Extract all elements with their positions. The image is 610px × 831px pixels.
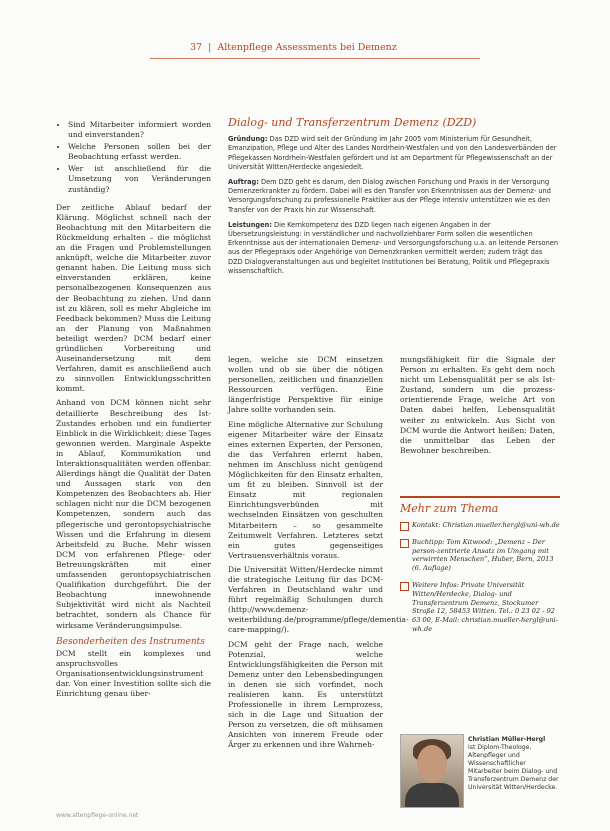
label: Gründung: bbox=[228, 135, 268, 144]
column-1 bbox=[56, 120, 211, 703]
photo-shirt bbox=[405, 783, 459, 807]
list-item bbox=[400, 538, 560, 573]
paragraph: DCM stellt ein komplexes und anspruchsvolles Organisationsentwicklungsinstrument dar. Von einer Investition sollte sich die Einrichtung genau über- bbox=[56, 648, 211, 699]
box-title: Dialog- und Transferzentrum Demenz (DZD) bbox=[228, 116, 477, 129]
paragraph: Die Universität Witten/Herdecke nimmt die strategische Leitung für das DCM-Verfahren in Deutschland wahr und führt regelmäßig Schulungen durch (http://www.demenz-weiterbildung.de/programme/pflege/dementia-care-mapping/). bbox=[228, 564, 409, 635]
column-3 bbox=[400, 355, 555, 460]
label: Leistungen: bbox=[228, 220, 272, 229]
author-photo bbox=[400, 734, 464, 808]
paragraph: Eine mögliche Alternative zur Schulung eigener Mitarbeiter wäre der Einsatz eines externen Experten, der Personen, die das Verfahren erlernt haben, nehmen im Anschluss nicht genügend Möglichkeiten für den Einsatz erhalten, um fit zu bleiben. Sinnvoll ist der Einsatz mit regionalen Einrichtungsverbünden mit wechselnden Einsätzen von geschulten Mitarbeitern – so gesammelte Zeitumwelt Verfahren. Letzteres setzt ein gutes gegenseitiges Vertrauensverhältnis voraus. bbox=[228, 419, 383, 560]
info-icon bbox=[400, 582, 409, 591]
list-item: • Sind Mitarbeiter informiert worden und einverstanden? bbox=[68, 120, 211, 140]
paragraph: mungsfähigkeit für die Signale der Person zu erhalten. Es geht dem noch nicht um Lebensqualität per se als Ist-Zustand, sondern um die prozess-orientierende Frage, welche Art von Daten dabei helfen, Lebensqualität weiter zu entwickeln. Aus Sicht von DCM wurde die Antwort heißen: Daten, die unmittelbar das Leben der Bewohner beschreiben. bbox=[400, 355, 555, 455]
text: Die Kernkompetenz des DZD liegen nach eigenen Angaben in der Übersetzungsleistung: in verständlicher und nachvollziehbarer Form sollen die wesentlichen Erkenntnisse aus der internationalen Demenz- und Versorgungsforschung u.a. an leitende Personen aus der Pflegepraxis oder Angehörige von Demenzkranken vermittelt werden; zudem trägt das DZD Dialogveranstaltungen aus und begleitet Institutionen bei Beratung, Politik und Pflegepraxis wissenschaftlich. bbox=[228, 220, 559, 275]
info-box bbox=[228, 118, 558, 282]
list-item: • Wer ist anschließend für die Umsetzung von Veränderungen zuständig? bbox=[68, 164, 211, 194]
paragraph: DCM geht der Frage nach, welche Potenzial, welche Entwicklungsfähigkeiten die Person mit Demenz unter den Lebensbedingungen in denen sie sich vorfindet, noch realisieren kann. Es unterstützt Professionelle in ihrem Lernprozess, sich in die Lage und Situation der Person zu versetzen, die oft mühsamen Ansichten von innerem Freude oder Ärger zu erkennen und ihre Wahrneh- bbox=[228, 639, 383, 750]
list-item: • Welche Personen sollen bei der Beobachtung erfasst werden. bbox=[68, 142, 211, 162]
paragraph: Anhand von DCM können nicht sehr detaillierte Beschreibung des Ist-Zustandes erhoben und ein fundierter Einblick in die Wirklichkeit; diese Tages gewonnen werden. Marginale Aspekte in Ablauf, Kommunikation und Interaktionsqualitäten werden offenbar. Allerdings hängt die Qualität der Daten und Aussagen stark von den Kompetenzen des Beobachters ab. Hier schlagen nicht nur die DCM bezogenen Kompetenzen, sondern auch das pflegerische und gerontopsychiatrische Wissen und die Erfahrung in diesem Arbeitsfeld zu Buche. Mehr wissen DCM von erfahrenen Pflege- oder Betreuungskräften mit einer umfassenden gerontopsychiatrischen Qualifikation durchgeführt. Die der Beobachtung innewohnende Subjektivität wird nicht als Nachteil betrachtet, sondern als Chance für wirksame Veränderungsimpulse. bbox=[56, 398, 211, 630]
label: Auftrag: bbox=[228, 178, 259, 187]
more-title: Mehr zum Thema bbox=[400, 502, 499, 515]
text: Dem DZD geht es darum, den Dialog zwischen Forschung und Praxis in der Versorgung Demenzerkrankter zu fördern. Dabei will es den Transfer von Erkenntnissen aus der Demenz- und Versorgungsforschung zu professionelle Praktiker aus der Pflege intensiv unterstützen wie es den Transfer von der Praxis hin zur Wissenschaft. bbox=[228, 178, 551, 214]
page-number: 37 bbox=[190, 42, 203, 53]
more-on-topic bbox=[400, 496, 560, 642]
footer-url: www.altenpflege-online.net bbox=[56, 812, 139, 819]
box-paragraph bbox=[228, 221, 558, 276]
page-header: 37 | Altenpflege Assessments bei Demenz bbox=[190, 42, 450, 53]
book-icon bbox=[400, 539, 409, 548]
entry-text: Weitere Infos: Private Universität Witten/Herdecke, Dialog- und Transferzentrum Demenz, Stockumer Straße 12, 58453 Witten. Tel.: 0 23 02 - 92 63 00, E-Mail: christian.mueller-hergl@uni-wh.de bbox=[412, 580, 559, 633]
list-item[interactable] bbox=[400, 521, 560, 530]
bullet-list bbox=[56, 120, 211, 195]
text: Das DZD wird seit der Gründung im Jahr 2005 vom Ministerium für Gesundheit, Emanzipation, Pflege und Alter des Landes Nordrhein-Westfalen und von den Landesverbänden der Pflegekassen Nordrhein-Westfalen gefördert und ist am Department für Pflegewissenschaft an der Universität Witten/Herdecke angesiedelt. bbox=[228, 135, 557, 171]
box-paragraph bbox=[228, 178, 558, 215]
list-item[interactable] bbox=[400, 581, 560, 634]
author-bio: ist Diplom-Theologe, Altenpfleger und Wissenschaftlicher Mitarbeiter beim Dialog- und Transferzentrum Demenz der Universität Witten/Herdecke. bbox=[468, 744, 559, 791]
column-2 bbox=[228, 355, 409, 755]
header-rule bbox=[150, 58, 480, 59]
photo-head bbox=[417, 745, 447, 783]
author-name: Christian Müller-Hergl bbox=[468, 736, 546, 743]
box-paragraph bbox=[228, 135, 558, 172]
subheading: Besonderheiten des Instruments bbox=[56, 636, 205, 647]
author-text bbox=[468, 736, 560, 792]
running-title: Altenpflege Assessments bei Demenz bbox=[217, 42, 397, 53]
paragraph: legen, welche sie DCM einsetzen wollen und ob sie über die nötigen personellen, zeitlichen und finanziellen Ressourcen verfügen. Eine längerfristige Perspektive für einige Jahre sollte vorhanden sein. bbox=[228, 355, 383, 415]
link-icon bbox=[400, 522, 409, 531]
entry-text: Buchtipp: Tom Kitwood: „Demenz – Der person-zentrierte Ansatz im Umgang mit verwirrten Menschen“, Huber, Bern, 2013 (6. Auflage) bbox=[412, 537, 554, 573]
paragraph: Der zeitliche Ablauf bedarf der Klärung. Möglichst schnell nach der Beobachtung mit den Mitarbeitern die Rückmeldung erhalten – die möglichst an die Fragen und Problemstellungen anknüpft, welche die Mitarbeiter zuvor genannt haben. Die Leitung muss sich einverstanden erklären, keine personalbezogenen Konsequenzen aus der Beobachtung zu ziehen. Und dann ist zu klären, soll es mehr Abgleiche im Feedback bekommen? Muss die Leitung an der Planung von Maßnahmen beteiligt werden? DCM bedarf einer gründlichen Vorbereitung und Auseinandersetzung mit dem Verfahren, damit es anschließend auch zu sinnvollen Entwicklungsschritten kommt. bbox=[56, 202, 211, 394]
entry-text: Kontakt: Christian.mueller.hergl@uni-wh.de bbox=[412, 521, 560, 529]
